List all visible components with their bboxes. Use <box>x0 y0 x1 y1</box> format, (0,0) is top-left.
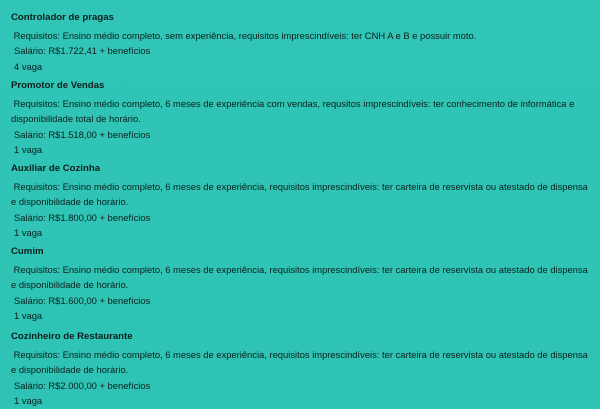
job-salary: Salário: R$1.722,41 + benefícios <box>14 45 151 56</box>
job-listing-auxiliar-de-cozinha <box>11 161 591 241</box>
job-requirements <box>11 347 591 378</box>
job-requirements-line: e disponibilidade de horário. <box>11 196 129 207</box>
job-requirements <box>11 179 591 210</box>
job-listing-controlador-de-pragas <box>11 10 591 74</box>
job-title: Promotor de Vendas <box>11 80 105 91</box>
job-title: Cumim <box>11 246 44 257</box>
job-vacancies: 1 vaga <box>14 227 43 238</box>
job-vacancies: 4 vaga <box>14 60 43 72</box>
job-requirements-line: Requisitos: Ensino médio completo, 6 meses de experiência, requisitos imprescindíveis: ter carteira de reservista ou atestado de dispensa <box>11 348 588 360</box>
job-requirements-line: Requisitos: Ensino médio completo, 6 meses de experiência, requisitos imprescindíveis: ter carteira de reservista ou atestado de dispensa <box>11 263 588 275</box>
job-salary: Salário: R$1.600,00 + benefícios <box>14 294 151 306</box>
job-salary: Salário: R$1.518,00 + benefícios <box>14 128 151 140</box>
job-vacancies: 1 vaga <box>14 144 43 155</box>
job-requirements <box>11 28 591 44</box>
job-requirements-line: disponibilidade total de horário. <box>11 113 141 124</box>
job-requirements-line: Requisitos: Ensino médio completo, sem experiência, requisitos imprescindíveis: ter CNH A e B e possuir moto. <box>11 29 477 41</box>
job-listing-cumim <box>11 244 591 324</box>
job-requirements <box>11 262 591 293</box>
job-requirements-line: Requisitos: Ensino médio completo, 6 meses de experiência, requisitos imprescindíveis: ter carteira de reservista ou atestado de dispensa <box>11 180 588 192</box>
job-requirements <box>11 96 591 127</box>
job-title: Controlador de pragas <box>11 12 114 23</box>
job-requirements-line: e disponibilidade de horário. <box>11 364 129 375</box>
job-listing-cozinheiro-de-restaurante <box>11 329 591 409</box>
job-salary: Salário: R$1.800,00 + benefícios <box>14 211 151 223</box>
job-listing-promotor-de-vendas <box>11 78 591 158</box>
job-requirements-line: Requisitos: Ensino médio completo, 6 meses de experiência com vendas, requsitos imprescindíveis: ter conhecimento de informática e <box>11 97 575 109</box>
job-title: Cozinheiro de Restaurante <box>11 331 133 342</box>
job-salary: Salário: R$2.000,00 + benefícios <box>14 379 151 391</box>
job-requirements-line: e disponibilidade de horário. <box>11 279 129 290</box>
job-vacancies: 1 vaga <box>14 395 43 406</box>
job-vacancies: 1 vaga <box>14 310 43 321</box>
job-title: Auxiliar de Cozinha <box>11 163 101 174</box>
